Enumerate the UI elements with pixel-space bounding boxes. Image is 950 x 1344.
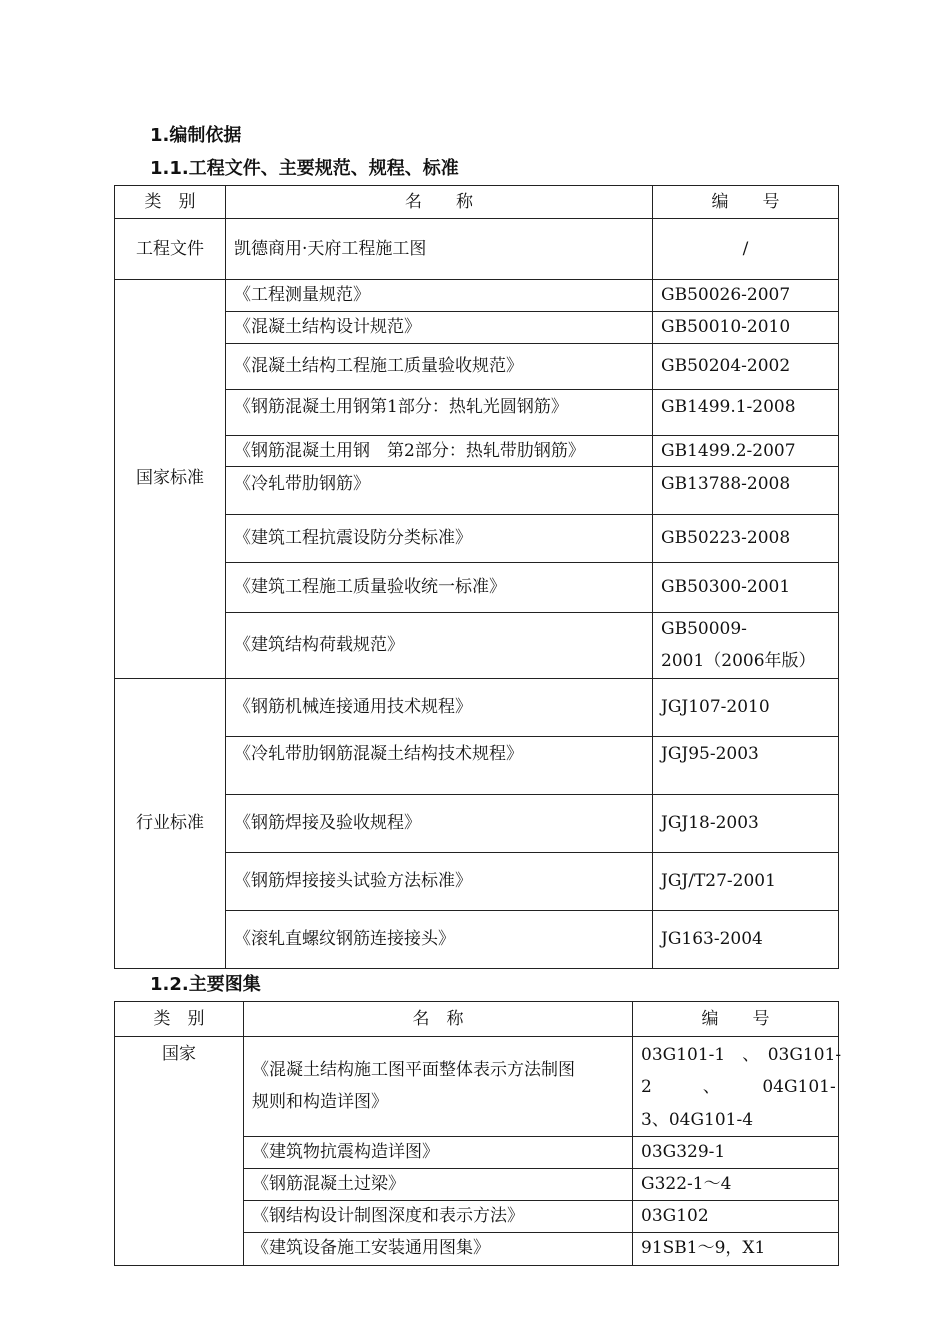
name-cell: 《钢结构设计制图深度和表示方法》 (244, 1200, 633, 1232)
code-cell (633, 1037, 842, 1137)
code-cell: 91SB1～9，X1 (633, 1232, 839, 1265)
code-cell: JGJ107-2010 (653, 678, 839, 736)
code-line: 2 、 04G101- (641, 1077, 836, 1098)
header-code: 编 号 (653, 186, 839, 219)
name-cell: 《钢筋焊接及验收规程》 (226, 794, 653, 852)
table-header-row (115, 1002, 839, 1037)
code-cell: GB1499.2-2007 (653, 436, 839, 467)
name-cell: 《混凝土结构设计规范》 (226, 312, 653, 344)
code-cell: JG163-2004 (653, 910, 839, 968)
code-cell: 03G329-1 (633, 1136, 839, 1168)
name-cell: 《建筑设备施工安装通用图集》 (244, 1232, 633, 1265)
name-cell: 《滚轧直螺纹钢筋连接接头》 (226, 910, 653, 968)
code-cell: GB50026-2007 (653, 280, 839, 312)
table-header-row (115, 186, 839, 219)
header-name: 名 称 (226, 186, 653, 219)
name-cell: 《钢筋焊接接头试验方法标准》 (226, 852, 653, 910)
name-line: 《混凝土结构施工图平面整体表示方法制图 (252, 1060, 575, 1081)
name-cell: 《冷轧带肋钢筋混凝土结构技术规程》 (226, 736, 653, 794)
name-cell: 《工程测量规范》 (226, 280, 653, 312)
code-cell: GB50204-2002 (653, 344, 839, 390)
table-row (115, 280, 839, 312)
code-cell: JGJ/T27-2001 (653, 852, 839, 910)
code-cell: G322-1～4 (633, 1168, 839, 1200)
name-cell: 《建筑工程施工质量验收统一标准》 (226, 563, 653, 613)
name-cell (244, 1037, 633, 1137)
category-cell: 工程文件 (115, 219, 226, 280)
code-cell: GB50010-2010 (653, 312, 839, 344)
code-line: 2001（2006年版） (661, 651, 816, 672)
header-code: 编 号 (633, 1002, 839, 1037)
name-cell: 《建筑物抗震构造详图》 (244, 1136, 633, 1168)
name-cell: 《钢筋混凝土用钢第1部分：热轧光圆钢筋》 (226, 390, 653, 436)
name-cell: 《钢筋机械连接通用技术规程》 (226, 678, 653, 736)
code-cell: GB13788-2008 (653, 467, 839, 515)
code-cell (653, 613, 839, 679)
code-cell: GB50300-2001 (653, 563, 839, 613)
code-cell: 03G102 (633, 1200, 839, 1232)
category-cell: 行业标准 (115, 678, 226, 968)
category-cell: 国家标准 (115, 280, 226, 679)
table-row (115, 1037, 839, 1137)
name-cell: 《建筑结构荷载规范》 (226, 613, 653, 679)
atlas-table (114, 1001, 842, 1266)
standards-table (114, 185, 839, 969)
header-name: 名 称 (244, 1002, 633, 1037)
name-line: 规则和构造详图》 (252, 1092, 388, 1113)
name-cell: 《建筑工程抗震设防分类标准》 (226, 515, 653, 563)
section-1-heading: 1.编制依据 (150, 125, 242, 146)
header-category: 类 别 (115, 1002, 244, 1037)
code-cell: GB50223-2008 (653, 515, 839, 563)
name-cell: 《冷轧带肋钢筋》 (226, 467, 653, 515)
code-cell: / (653, 219, 839, 280)
name-cell: 《混凝土结构工程施工质量验收规范》 (226, 344, 653, 390)
category-cell: 国家 (115, 1037, 244, 1266)
name-cell: 《钢筋混凝土用钢 第2部分：热轧带肋钢筋》 (226, 436, 653, 467)
code-line: 3、04G101-4 (641, 1109, 754, 1130)
name-cell: 《钢筋混凝土过梁》 (244, 1168, 633, 1200)
code-cell: GB1499.1-2008 (653, 390, 839, 436)
section-1-1-heading: 1.1.工程文件、主要规范、规程、标准 (150, 158, 459, 179)
code-cell: JGJ95-2003 (653, 736, 839, 794)
section-1-2-heading: 1.2.主要图集 (150, 974, 261, 995)
code-line: 03G101-1 、 03G101- (641, 1045, 842, 1065)
table-row (115, 219, 839, 280)
code-cell: JGJ18-2003 (653, 794, 839, 852)
code-line: GB50009- (661, 619, 747, 639)
header-category: 类 别 (115, 186, 226, 219)
table-row (115, 678, 839, 736)
name-cell: 凯德商用·天府工程施工图 (226, 219, 653, 280)
